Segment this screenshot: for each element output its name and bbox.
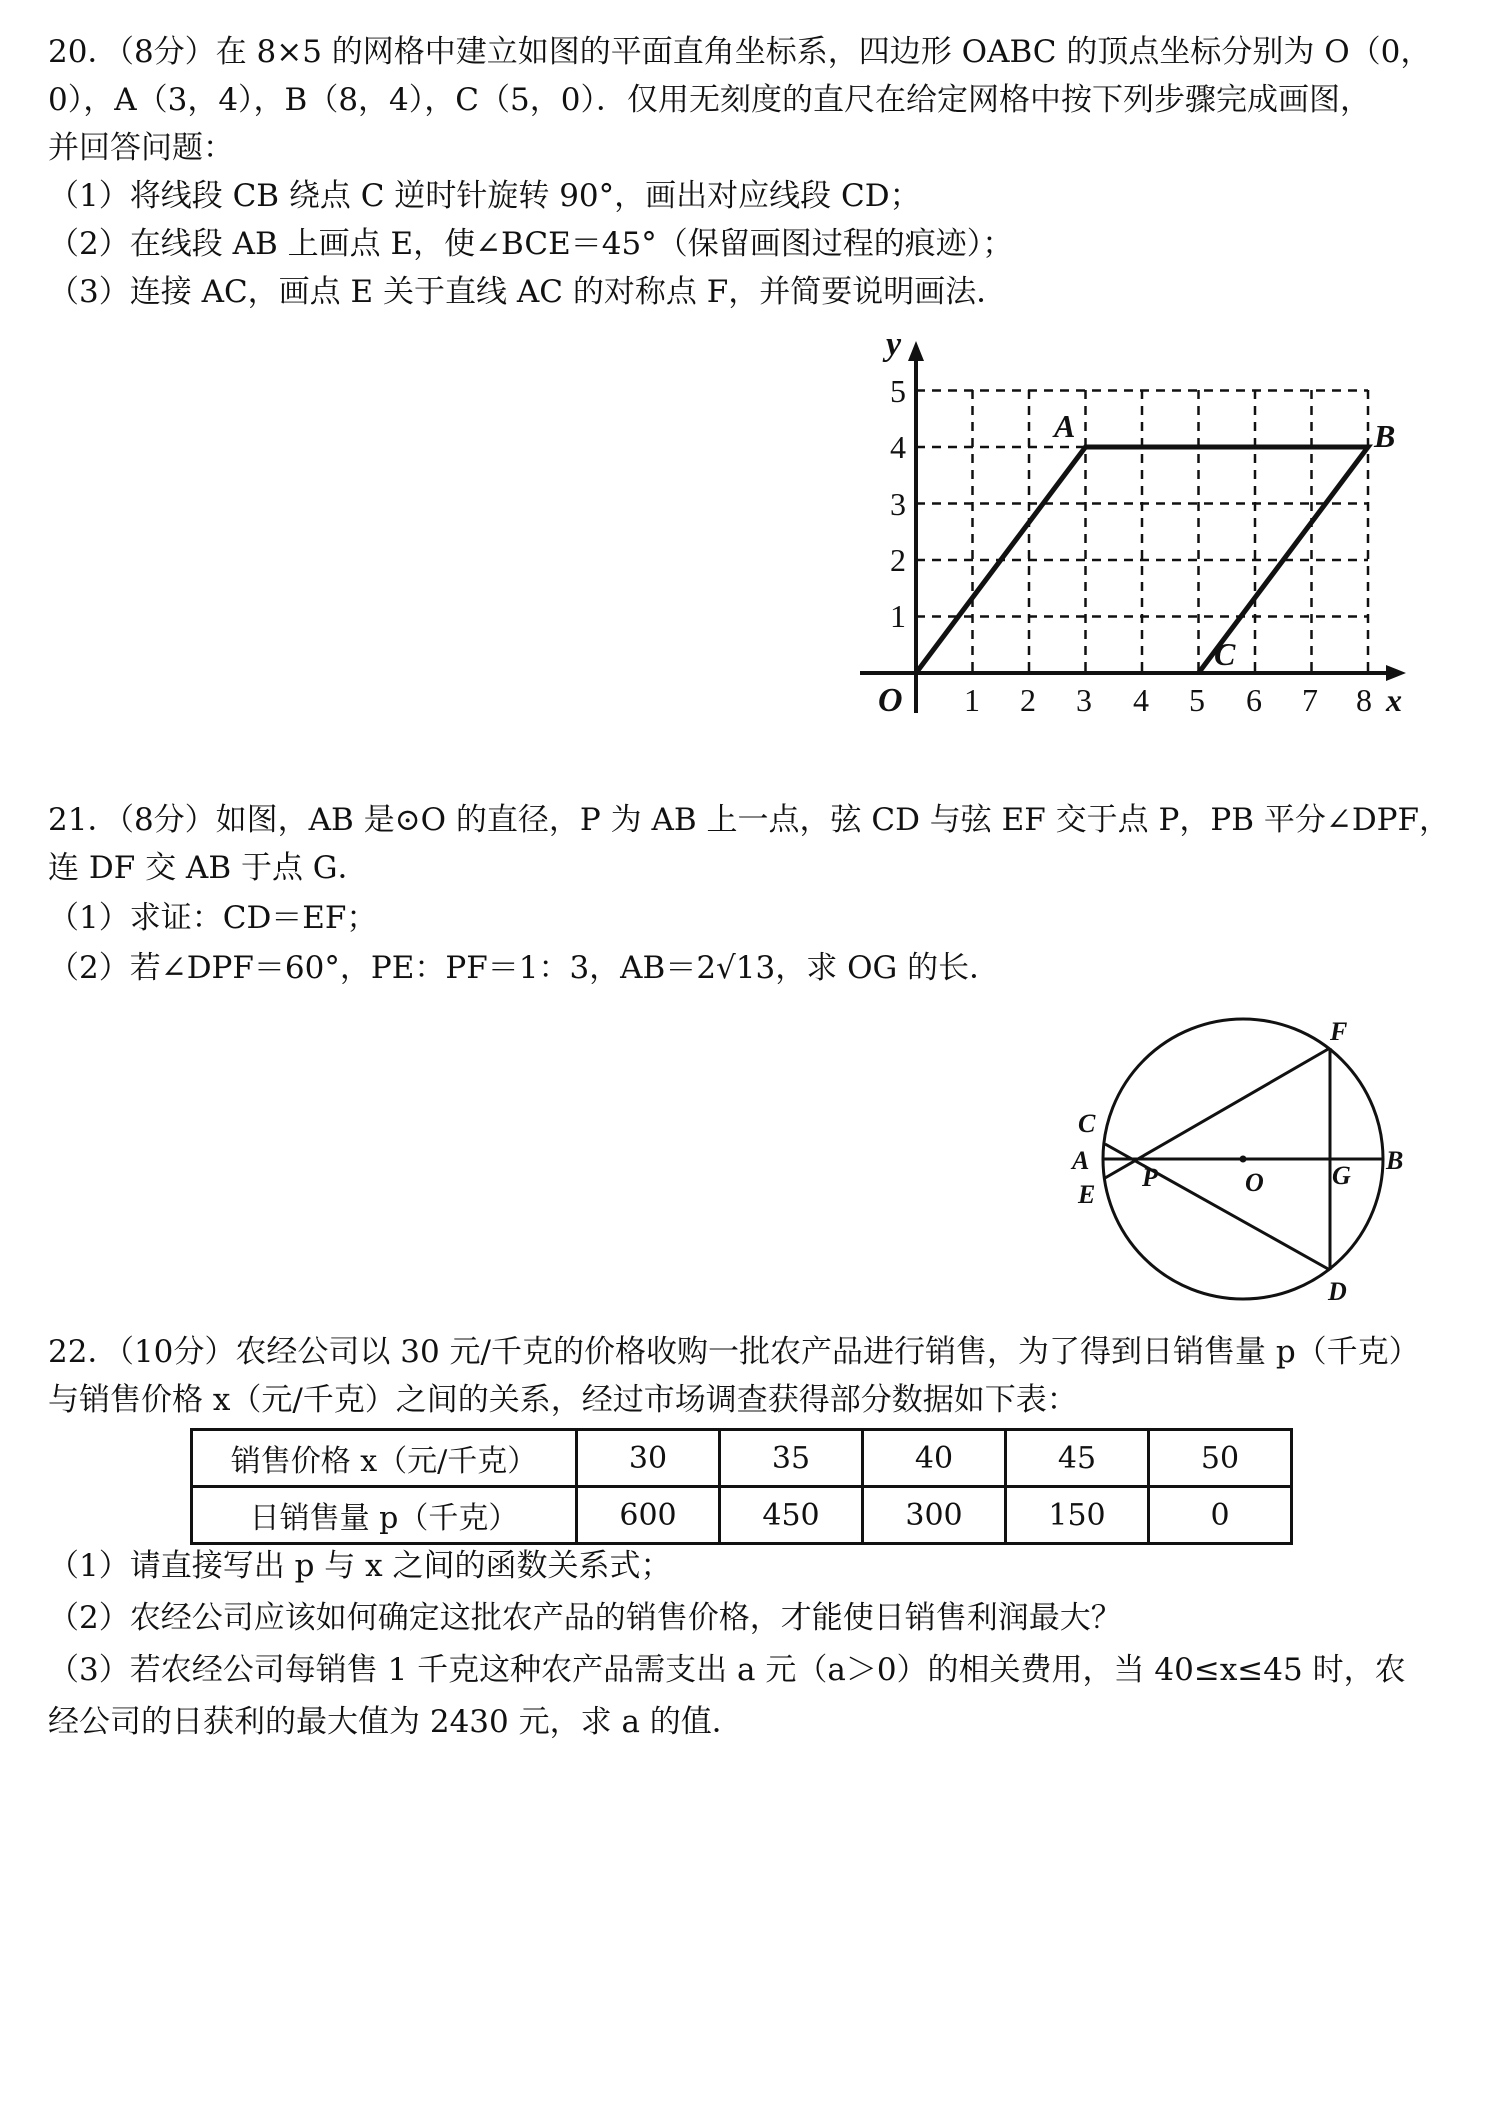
q22-sales-cell: 0	[1149, 1487, 1292, 1544]
q21-label-p: P	[1142, 1163, 1158, 1192]
q22-price-row	[192, 1430, 1292, 1487]
q20-x-tick-5: 5	[1189, 682, 1205, 718]
q20-point-b-label: B	[1374, 418, 1396, 454]
q21-part-2: （2）若∠DPF＝60°，PE：PF＝1：3，AB＝2√13，求 OG 的长．	[48, 950, 1001, 986]
q21-label-g: G	[1332, 1161, 1351, 1190]
q22-price-cell: 50	[1149, 1430, 1292, 1487]
q20-grid-lines	[916, 390, 1368, 673]
q21-label-d: D	[1328, 1277, 1347, 1306]
q22-sales-cell: 600	[577, 1487, 720, 1544]
q22-sales-row	[192, 1487, 1292, 1544]
q21-circle-figure	[1060, 1010, 1420, 1310]
q21-label-o: O	[1245, 1168, 1264, 1197]
q21-label-a: A	[1072, 1146, 1090, 1175]
q20-line-3: 并回答问题：	[48, 130, 234, 166]
q20-x-tick-6: 6	[1246, 682, 1262, 718]
q21-center-dot	[1240, 1156, 1247, 1163]
q20-x-tick-7: 7	[1302, 682, 1318, 718]
q20-line-2: 0），A（3，4），B（8，4），C（5，0）．仅用无刻度的直尺在给定网格中按下列步骤完成画图，	[48, 82, 1371, 118]
q22-line-2: 与销售价格 x（元/千克）之间的关系，经过市场调查获得部分数据如下表：	[48, 1382, 1078, 1418]
q21-label-b: B	[1386, 1146, 1404, 1175]
q22-part-1: （1）请直接写出 p 与 x 之间的函数关系式；	[48, 1548, 672, 1584]
q20-point-a-label: A	[1054, 408, 1076, 444]
q20-part-3: （3）连接 AC，画点 E 关于直线 AC 的对称点 F，并简要说明画法．	[48, 274, 1008, 310]
q21-part-1: （1）求证：CD＝EF；	[48, 900, 378, 936]
q20-part-2: （2）在线段 AB 上画点 E，使∠BCE＝45°（保留画图过程的痕迹）；	[48, 226, 1014, 262]
q20-y-tick-1: 1	[890, 598, 906, 634]
q21-line-2: 连 DF 交 AB 于点 G．	[48, 850, 369, 886]
q20-y-axis-arrow	[908, 341, 924, 361]
q22-sales-cell: 450	[720, 1487, 863, 1544]
q22-price-sales-table	[190, 1428, 1293, 1545]
q21-line-1: 21．（8分）如图，AB 是⊙O 的直径，P 为 AB 上一点，弦 CD 与弦 EF 交于点 P，PB 平分∠DPF，	[48, 802, 1451, 838]
q20-x-tick-1: 1	[964, 682, 980, 718]
q22-part-3: （3）若农经公司每销售 1 千克这种农产品需支出 a 元（a＞0）的相关费用，当 40≤x≤45 时，农	[48, 1652, 1406, 1688]
q20-x-tick-2: 2	[1020, 682, 1036, 718]
q21-label-f: F	[1330, 1017, 1348, 1046]
q20-y-tick-2: 2	[890, 542, 906, 578]
q22-price-cell: 45	[1006, 1430, 1149, 1487]
q20-y-tick-5: 5	[890, 373, 906, 409]
q22-part-3-continued: 经公司的日获利的最大值为 2430 元，求 a 的值．	[48, 1704, 743, 1740]
q22-part-2: （2）农经公司应该如何确定这批农产品的销售价格，才能使日销售利润最大？	[48, 1600, 1122, 1636]
q20-coordinate-grid-figure	[850, 325, 1410, 735]
q20-x-axis-arrow	[1386, 665, 1406, 681]
q20-x-tick-8: 8	[1356, 682, 1372, 718]
q22-sales-cell: 300	[863, 1487, 1006, 1544]
q20-point-c-label: C	[1214, 636, 1236, 672]
q20-y-tick-3: 3	[890, 486, 906, 522]
q22-price-header: 销售价格 x（元/千克）	[192, 1430, 577, 1487]
q20-part-1: （1）将线段 CB 绕点 C 逆时针旋转 90°，画出对应线段 CD；	[48, 178, 921, 214]
q20-origin-label: O	[878, 682, 903, 719]
q22-line-1: 22．（10分）农经公司以 30 元/千克的价格收购一批农产品进行销售，为了得到日销售量 p（千克）	[48, 1334, 1420, 1370]
q22-price-cell: 40	[863, 1430, 1006, 1487]
q20-axis-y-label: y	[886, 326, 902, 363]
q22-price-cell: 30	[577, 1430, 720, 1487]
q20-line-1: 20．（8分）在 8×5 的网格中建立如图的平面直角坐标系，四边形 OABC 的顶点坐标分别为 O（0，	[48, 34, 1432, 70]
q20-x-tick-3: 3	[1076, 682, 1092, 718]
q20-y-tick-4: 4	[890, 429, 906, 465]
q21-label-e: E	[1078, 1180, 1096, 1209]
q20-x-tick-4: 4	[1133, 682, 1149, 718]
q21-label-c: C	[1078, 1109, 1096, 1138]
q22-sales-header: 日销售量 p（千克）	[192, 1487, 577, 1544]
q20-axis-x-label: x	[1386, 682, 1402, 718]
q22-sales-cell: 150	[1006, 1487, 1149, 1544]
q22-price-cell: 35	[720, 1430, 863, 1487]
